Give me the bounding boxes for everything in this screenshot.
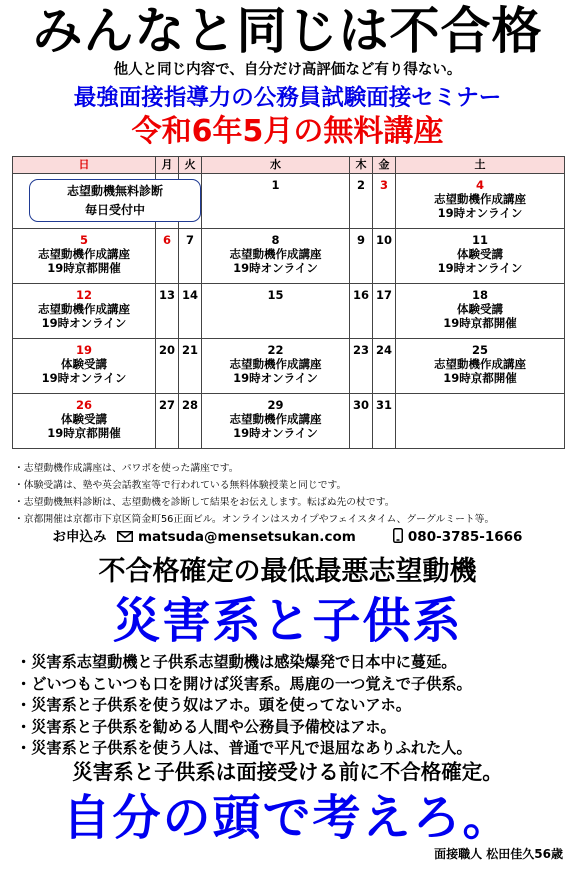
day-number: 25: [471, 343, 488, 357]
calendar-day-sat: [396, 174, 565, 229]
contact-label: お申込み: [52, 529, 107, 545]
day-number: 17: [375, 288, 392, 302]
event-time: 19時オンライン: [233, 261, 318, 275]
notes-block: [14, 460, 569, 528]
calendar-day-thu: [350, 284, 373, 339]
calendar-day-thu: [350, 174, 373, 229]
calendar-week-row: [13, 174, 565, 229]
bullet-item: ・災害系と子供系を使う奴はアホ。頭を使ってないアホ。: [16, 696, 411, 714]
page-title: みんなと同じは不合格: [32, 2, 543, 60]
event-name: 志望動機作成講座: [38, 247, 130, 261]
day-number: 31: [375, 398, 392, 412]
day-number: 27: [158, 398, 175, 412]
day-number: 4: [475, 178, 484, 192]
keyword-heading: 災害系と子供系: [112, 593, 463, 649]
event-time: 19時オンライン: [41, 316, 127, 330]
calendar-day-tue: [179, 284, 202, 339]
contact-phone[interactable]: 080-3785-1666: [407, 529, 523, 545]
calendar-day-sat: [396, 229, 565, 284]
event-name: 体験受講: [61, 412, 107, 426]
note-line: ・京都開催は京都市下京区筒金町56正面ビル。オンラインはスカイプやフェイスタイム、グーグルミート等。: [14, 514, 495, 525]
calendar-day-sun: [13, 174, 163, 229]
event-time: 19時京都開催: [47, 261, 121, 275]
seminar-name: 最強面接指導力の公務員試験面接セミナー: [73, 85, 502, 111]
calendar-day-sat: [396, 394, 565, 449]
note-line: ・志望動機作成講座は、パワポを使った講座です。: [14, 463, 239, 474]
day-number: 24: [375, 343, 392, 357]
bullet-item: ・災害系と子供系を勧める人間や公務員予備校はアホ。: [16, 717, 396, 736]
calendar-header-wed: 水: [202, 157, 350, 174]
day-number: 21: [181, 343, 198, 357]
calendar-day-wed: [202, 174, 350, 229]
event-time: 19時オンライン: [233, 426, 318, 440]
event-title: 令和6年5月の無料講座: [131, 114, 444, 149]
day-number: 13: [158, 288, 175, 302]
calendar-day-mon: [156, 229, 179, 284]
day-number: 22: [267, 343, 284, 357]
calendar-day-tue: [179, 229, 202, 284]
day-number: 7: [185, 233, 194, 247]
event-name: 体験受講: [457, 302, 503, 316]
calendar-day-fri: [373, 284, 396, 339]
day-number: 14: [181, 288, 198, 302]
event-time: 19時京都開催: [443, 371, 517, 385]
calendar-week-row: [13, 394, 565, 449]
calendar-header-sun: 日: [13, 157, 156, 174]
day-number: 8: [271, 233, 280, 247]
calendar-day-mon: [156, 339, 179, 394]
calendar-day-fri: [373, 394, 396, 449]
headline: 不合格確定の最低最悪志望動機: [98, 556, 477, 587]
contact-email[interactable]: matsuda@mensetsukan.com: [137, 529, 356, 545]
note-line: ・志望動機無料診断は、志望動機を診断して結果をお伝えします。転ばぬ先の杖です。: [14, 497, 395, 508]
calendar-day-tue: [179, 339, 202, 394]
calendar-day-sun: [13, 394, 156, 449]
calendar-day-mon: [156, 284, 179, 339]
day-number: 15: [267, 288, 284, 302]
subtitle: 他人と同じ内容で、自分だけ高評価など有り得ない。: [113, 62, 462, 78]
calendar-day-wed: [202, 284, 350, 339]
notice-line: 志望動機無料診断: [66, 184, 163, 198]
calendar-header-sat: 土: [396, 157, 565, 174]
event-time: 19時オンライン: [41, 371, 127, 385]
event-time: 19時オンライン: [437, 261, 523, 275]
calendar-day-fri: [373, 229, 396, 284]
calendar-day-thu: [350, 394, 373, 449]
calendar-day-thu: [350, 339, 373, 394]
day-number: 23: [352, 343, 369, 357]
free-diagnosis-notice: [29, 179, 201, 222]
day-number: 28: [181, 398, 198, 412]
day-number: 6: [162, 233, 171, 247]
day-number: 12: [75, 288, 92, 302]
closing-slogan: 自分の頭で考えろ。: [62, 790, 513, 846]
day-number: 3: [379, 178, 388, 192]
calendar-day-thu: [350, 229, 373, 284]
day-number: 1: [271, 178, 280, 192]
event-name: 志望動機作成講座: [229, 412, 322, 426]
event-time: 19時オンライン: [437, 206, 523, 220]
event-time: 19時京都開催: [443, 316, 517, 330]
closing-statement: 災害系と子供系は面接受ける前に不合格確定。: [72, 760, 503, 784]
calendar-week-row: [13, 284, 565, 339]
calendar-header-row: [13, 157, 565, 174]
day-number: 10: [375, 233, 392, 247]
bullet-item: ・災害系志望動機と子供系志望動機は感染爆発で日本中に蔓延。: [16, 653, 457, 671]
bullet-item: ・どいつもこいつも口を開けば災害系。馬鹿の一つ覚えで子供系。: [16, 674, 472, 693]
event-name: 体験受講: [61, 357, 107, 371]
calendar-day-fri: [373, 339, 396, 394]
calendar-table: [12, 156, 565, 449]
day-number: 9: [356, 233, 365, 247]
calendar-day-sat: [396, 339, 565, 394]
event-name: 志望動機作成講座: [434, 192, 526, 206]
calendar-day-mon: [156, 394, 179, 449]
bullet-item: ・災害系と子供系を使う人は、普通で平凡で退屈なありふれた人。: [16, 739, 472, 757]
calendar-header-thu: 木: [350, 157, 373, 174]
day-number: 29: [267, 398, 284, 412]
note-line: ・体験受講は、塾や英会話教室等で行われている無料体験授業と同じです。: [14, 480, 347, 491]
calendar-header-tue: 火: [179, 157, 202, 174]
event-name: 体験受講: [457, 247, 503, 261]
calendar-day-sun: [13, 229, 156, 284]
mail-icon: [117, 529, 138, 545]
calendar-day-fri: [373, 174, 396, 229]
calendar-day-sun: [13, 339, 156, 394]
event-name: 志望動機作成講座: [38, 302, 130, 316]
notice-line: 毎日受付中: [84, 203, 145, 217]
event-name: 志望動機作成講座: [434, 357, 526, 371]
calendar-header-fri: 金: [373, 157, 396, 174]
contact-line: [0, 528, 575, 546]
event-name: 志望動機作成講座: [229, 357, 322, 371]
bullet-list: [16, 652, 571, 760]
day-number: 18: [471, 288, 488, 302]
calendar-day-sat: [396, 284, 565, 339]
day-number: 16: [352, 288, 369, 302]
event-time: 19時オンライン: [233, 371, 318, 385]
day-number: 20: [158, 343, 175, 357]
calendar-week-row: [13, 339, 565, 394]
calendar-day-wed: [202, 229, 350, 284]
phone-icon: [393, 529, 408, 545]
calendar-header-mon: 月: [156, 157, 179, 174]
day-number: 2: [356, 178, 365, 192]
calendar-day-sun: [13, 284, 156, 339]
calendar-day-tue: [179, 394, 202, 449]
event-time: 19時京都開催: [47, 426, 121, 440]
event-name: 志望動機作成講座: [229, 247, 322, 261]
calendar-day-wed: [202, 339, 350, 394]
calendar-day-wed: [202, 394, 350, 449]
day-number: 11: [471, 233, 488, 247]
signature: 面接職人 松田佳久56歳: [434, 847, 563, 861]
day-number: 30: [352, 398, 369, 412]
day-number: 19: [75, 343, 92, 357]
day-number: 26: [75, 398, 92, 412]
calendar-week-row: [13, 229, 565, 284]
day-number: 5: [79, 233, 88, 247]
